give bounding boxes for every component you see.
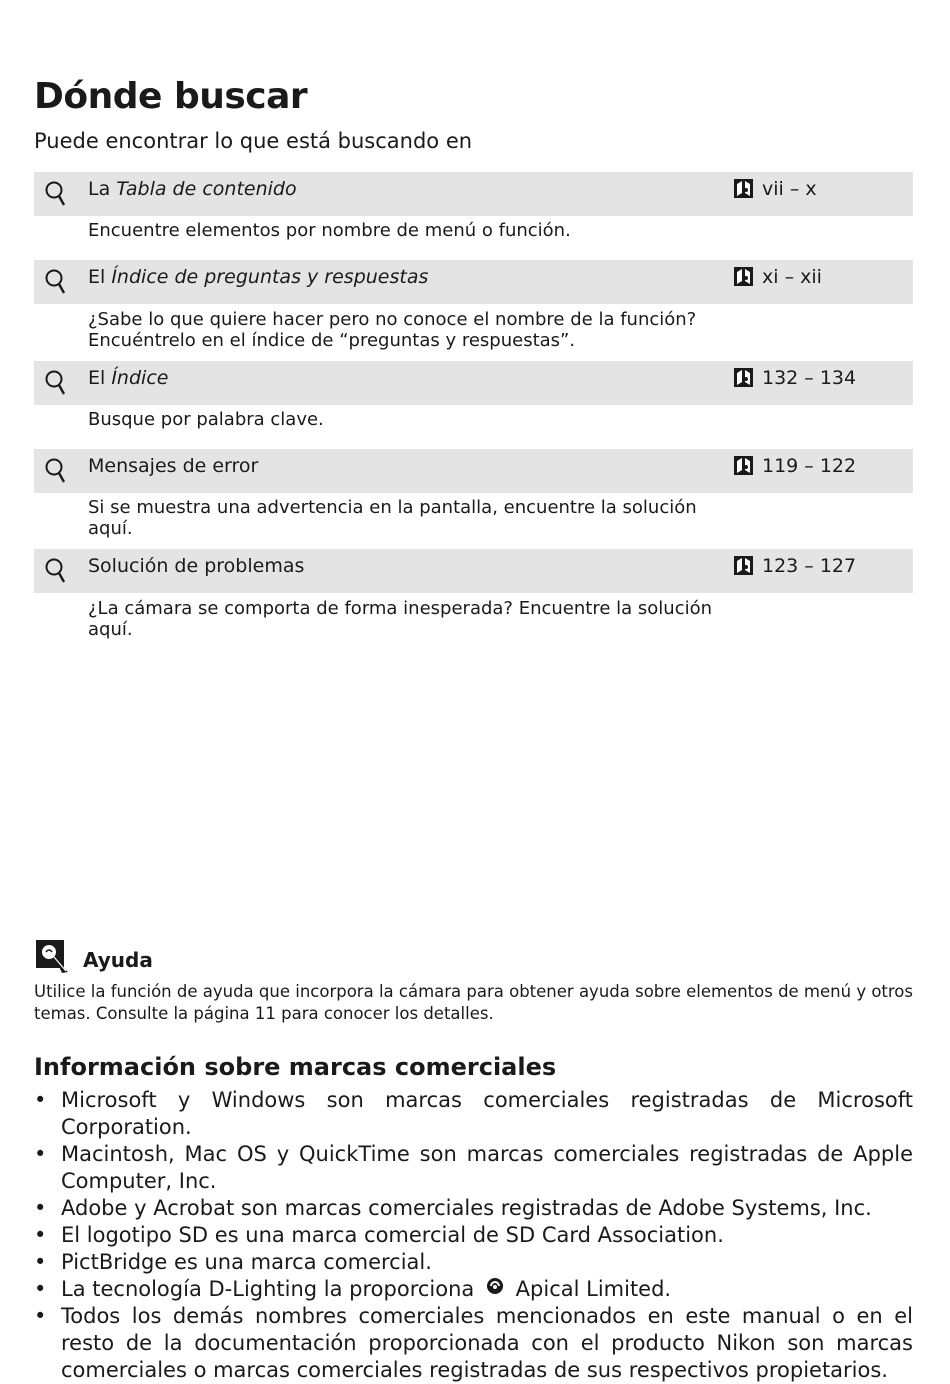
trademarks-title: Información sobre marcas comerciales [34, 1053, 557, 1081]
bullet: • [34, 1277, 47, 1301]
entry-description: ¿La cámara se comporta de forma inesperada? Encuentre la solución aquí. [88, 598, 713, 640]
bullet: • [34, 1304, 47, 1328]
entry-description: Busque por palabra clave. [88, 409, 324, 430]
lookup-entry-qa-index [34, 260, 913, 361]
magnifier-icon [44, 268, 68, 296]
bullet: • [34, 1223, 47, 1247]
magnifier-icon [44, 180, 68, 208]
magnifier-icon [44, 557, 68, 585]
entry-title[interactable]: El Índice [88, 367, 169, 389]
page-reference-icon [734, 267, 753, 286]
page-range: 119 – 122 [762, 455, 857, 477]
lookup-entry-troubleshooting [34, 549, 913, 650]
page-range: xi – xii [762, 266, 822, 288]
page-range: vii – x [762, 178, 817, 200]
page-reference-icon [734, 368, 753, 387]
lookup-entry-index [34, 361, 913, 449]
list-item: • Todos los demás nombres comerciales mencionados en este manual o en el resto de la documentación proporcionada con el producto Nikon son marcas comerciales o marcas comerciales registradas de sus respectivos propietarios. [34, 1304, 913, 1382]
page-range: 132 – 134 [762, 367, 857, 389]
list-item: • La tecnología D-Lighting la proporciona Apical Limited. [34, 1277, 672, 1301]
list-item: • PictBridge es una marca comercial. [34, 1250, 432, 1274]
list-item: • Adobe y Acrobat son marcas comerciales registradas de Adobe Systems, Inc. [34, 1196, 872, 1220]
list-item: • Macintosh, Mac OS y QuickTime son marcas comerciales registradas de Apple Computer, Inc. [34, 1142, 913, 1193]
trademarks-list [34, 1087, 913, 1384]
list-item: • Microsoft y Windows son marcas comerciales registradas de Microsoft Corporation. [34, 1088, 913, 1139]
page-reference-icon [734, 556, 753, 575]
entry-title[interactable]: Mensajes de error [88, 455, 259, 477]
help-title: Ayuda [83, 948, 153, 972]
entry-header-row[interactable] [34, 549, 913, 593]
entry-description: Si se muestra una advertencia en la pantalla, encuentre la solución aquí. [88, 497, 697, 539]
list-item: • El logotipo SD es una marca comercial de SD Card Association. [34, 1223, 724, 1247]
entry-header-row[interactable] [34, 260, 913, 304]
page-range: 123 – 127 [762, 555, 857, 577]
page-reference-icon [734, 179, 753, 198]
page-reference [734, 260, 822, 294]
entry-title[interactable]: La Tabla de contenido [88, 178, 297, 200]
page-reference [734, 449, 856, 483]
entry-description: Encuentre elementos por nombre de menú o función. [88, 220, 571, 241]
help-bulb-icon [36, 940, 70, 974]
lookup-entry-table-of-contents [34, 172, 913, 260]
bullet: • [34, 1196, 47, 1220]
help-text: Utilice la función de ayuda que incorpora la cámara para obtener ayuda sobre elementos de menú y otros temas. Consulte la página 11 para conocer los detalles. [34, 982, 914, 1023]
entry-title[interactable]: Solución de problemas [88, 555, 305, 577]
magnifier-icon [44, 457, 68, 485]
lookup-table [34, 172, 913, 650]
entry-title[interactable]: El Índice de preguntas y respuestas [88, 266, 429, 288]
page-reference-icon [734, 456, 753, 475]
entry-header-row[interactable] [34, 449, 913, 493]
page-subtitle: Puede encontrar lo que está buscando en [34, 129, 473, 153]
magnifier-icon [44, 369, 68, 397]
page-reference [734, 361, 856, 395]
entry-description: ¿Sabe lo que quiere hacer pero no conoce el nombre de la función? Encuéntrelo en el índice de “preguntas y respuestas”. [88, 309, 697, 351]
page-title: Dónde buscar [34, 76, 308, 117]
bullet: • [34, 1250, 47, 1274]
page-reference [734, 172, 817, 206]
entry-header-row[interactable] [34, 172, 913, 216]
lookup-entry-error-messages [34, 449, 913, 549]
entry-header-row[interactable] [34, 361, 913, 405]
page-reference [734, 549, 856, 583]
apical-logo-icon [484, 1277, 506, 1299]
bullet: • [34, 1142, 47, 1166]
bullet: • [34, 1088, 47, 1112]
